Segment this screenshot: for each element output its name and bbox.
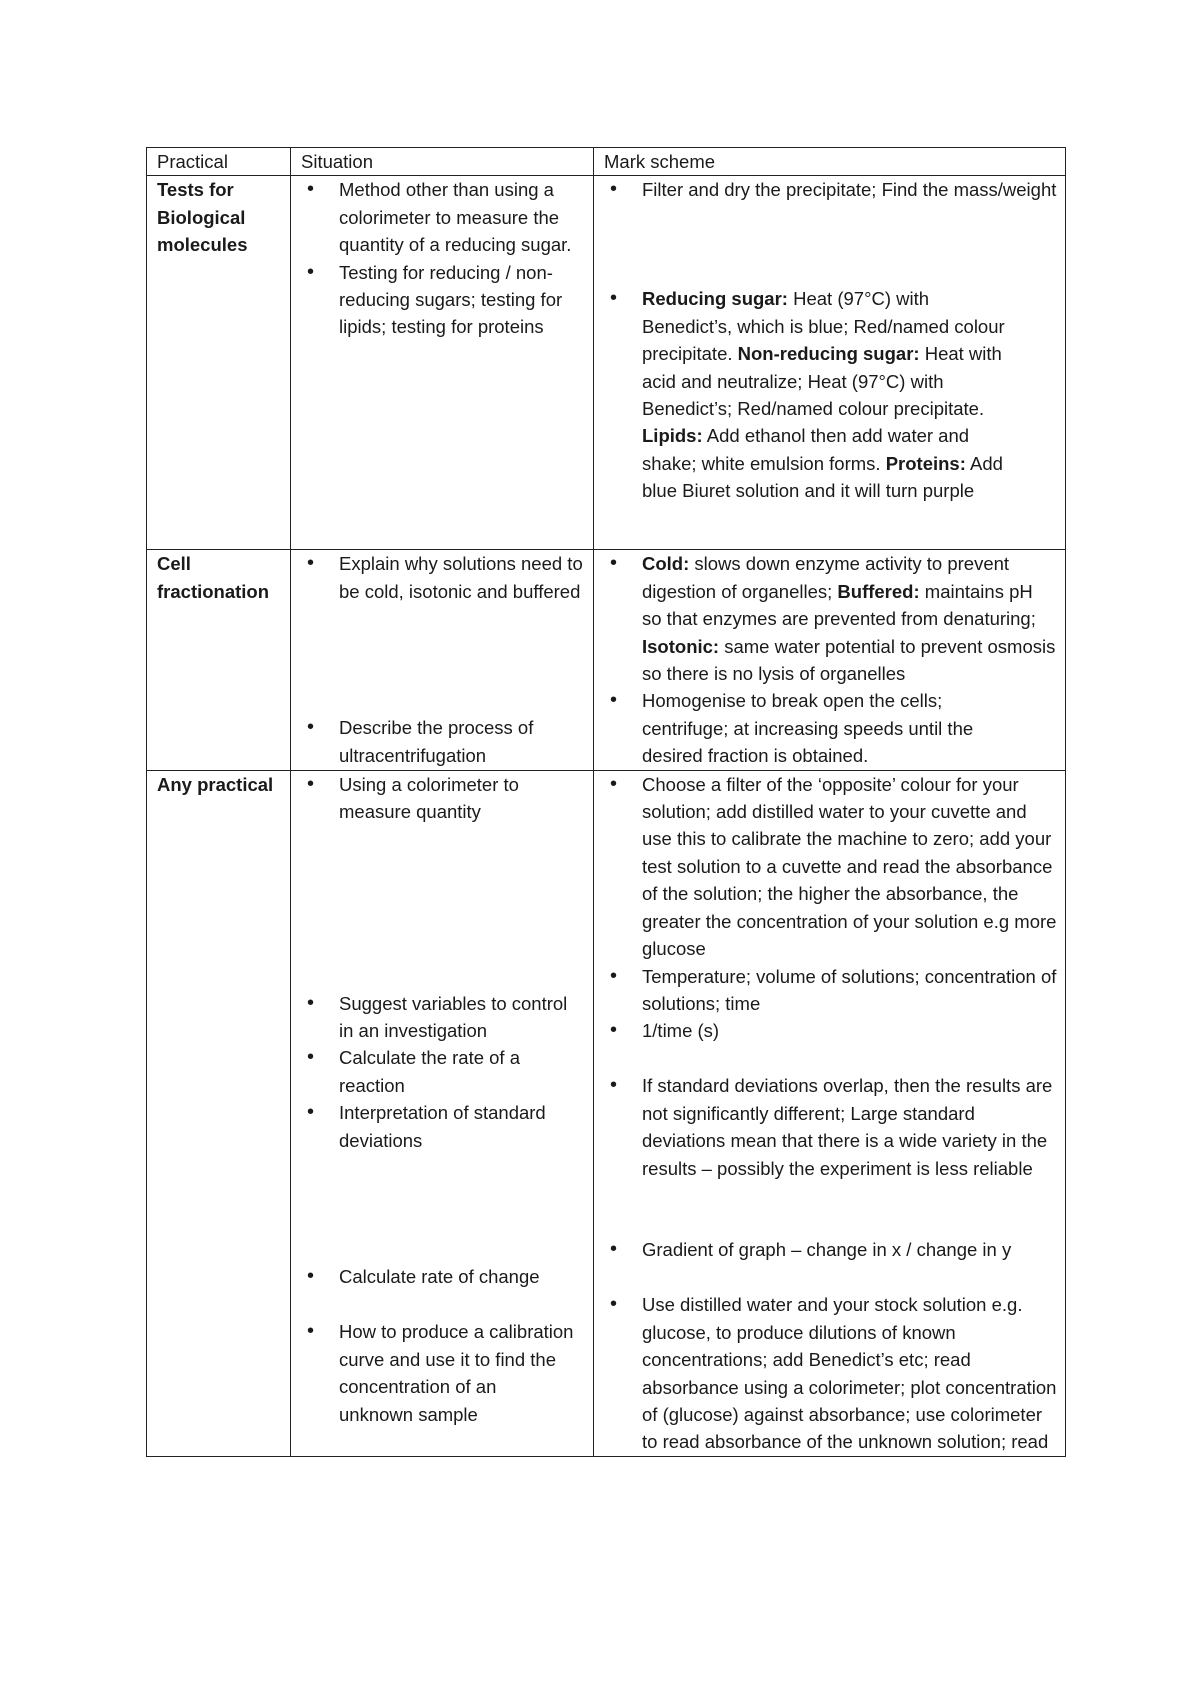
- mark-text: If standard deviations overlap, then the results are not significantly different; Large standard deviations mean that there is a wide variety in the results – possibly the experiment is less reliable: [642, 1075, 1053, 1179]
- practical-name: Tests for Biological molecules: [147, 176, 291, 550]
- mark-item: [604, 687, 997, 769]
- mark-text: maintains pH so that enzymes are prevented from denaturing;: [642, 580, 1036, 630]
- mark-item: [604, 550, 1057, 687]
- practical-name: Any practical: [147, 770, 291, 1456]
- mark-text: same water potential to prevent osmosis so there is no lysis of organelles: [642, 635, 1056, 685]
- mark-scheme-cell: [594, 550, 1066, 770]
- mark-text: 1/time (s): [642, 1020, 720, 1042]
- mark-text: Homogenise to break open the cells; centrifuge; at increasing speeds until the desired fraction is obtained.: [642, 690, 974, 767]
- mark-item: [604, 771, 1057, 963]
- mark-keyword: Cold:: [642, 553, 690, 575]
- situation-item: • Using a colorimeter to measure quantity: [301, 771, 585, 990]
- table-header-row: [147, 148, 1066, 176]
- situation-item: • Calculate rate of change: [301, 1263, 585, 1318]
- situation-item: • Interpretation of standard deviations: [301, 1099, 585, 1263]
- mark-item: [604, 176, 1057, 285]
- mark-text: Heat (97°C) with Benedict’s, which is blue; Red/named colour precipitate.: [642, 288, 1005, 365]
- header-mark-scheme: Mark scheme: [594, 148, 1066, 176]
- mark-text: Filter and dry the precipitate; Find the mass/weight: [642, 179, 1057, 201]
- situation-cell: [291, 770, 594, 1456]
- table-row: [147, 176, 1066, 550]
- mark-text: Add blue Biuret solution and it will turn purple: [642, 452, 1003, 502]
- situation-item: • Describe the process of ultracentrifugation: [301, 714, 585, 769]
- situation-item: • Method other than using a colorimeter to measure the quantity of a reducing sugar.: [301, 176, 585, 258]
- mark-text: Use distilled water and your stock solution e.g. glucose, to produce dilutions of known concentrations; add Benedict’s etc; read absorbance using a colorimeter; plot concentration of (glucose) against absorbance; use colorimeter to read absorbance of the unknown solution; read: [642, 1294, 1057, 1453]
- mark-keyword: Buffered:: [837, 580, 920, 602]
- mark-item: [604, 1236, 1057, 1291]
- table-row: [147, 770, 1066, 1456]
- mark-keyword: Proteins:: [885, 452, 966, 474]
- situation-item: • Explain why solutions need to be cold, isotonic and buffered: [301, 550, 585, 714]
- mark-keyword: Reducing sugar:: [642, 288, 788, 310]
- mark-text: Choose a filter of the ‘opposite’ colour for your solution; add distilled water to your cuvette and use this to calibrate the machine to zero; add your test solution to a cuvette and read the absorbance of the solution; the higher the absorbance, the greater the concentration of your solution e.g more glucose: [642, 773, 1057, 960]
- mark-keyword: Non-reducing sugar:: [737, 343, 920, 365]
- mark-text: Gradient of graph – change in x / change in y: [642, 1239, 1012, 1261]
- situation-item: • Suggest variables to control in an investigation: [301, 990, 585, 1045]
- situation-item: • Testing for reducing / non-reducing sugars; testing for lipids; testing for proteins: [301, 259, 585, 341]
- table-row: [147, 550, 1066, 770]
- mark-text: Add ethanol then add water and shake; white emulsion forms.: [642, 425, 970, 474]
- mark-scheme-table: [146, 147, 1066, 1457]
- situation-cell: [291, 550, 594, 770]
- practical-name: Cell fractionation: [147, 550, 291, 770]
- mark-item: [604, 1072, 1057, 1236]
- mark-keyword: Isotonic:: [642, 635, 720, 657]
- mark-scheme-cell: [594, 770, 1066, 1456]
- header-practical: Practical: [147, 148, 291, 176]
- situation-cell: [291, 176, 594, 550]
- mark-item: [604, 1017, 1057, 1072]
- mark-text: Heat with acid and neutralize; Heat (97°C) with Benedict’s; Red/named colour precipitate.: [642, 343, 1002, 420]
- mark-text: slows down enzyme activity to prevent digestion of organelles;: [642, 553, 1010, 602]
- situation-item: • Calculate the rate of a reaction: [301, 1044, 585, 1099]
- mark-keyword: Lipids:: [642, 425, 703, 447]
- header-situation: Situation: [291, 148, 594, 176]
- situation-item: • How to produce a calibration curve and use it to find the concentration of an unknown sample: [301, 1318, 575, 1428]
- mark-item: [604, 285, 1017, 504]
- mark-scheme-cell: [594, 176, 1066, 550]
- mark-item: [604, 963, 1057, 1018]
- mark-item: [604, 1291, 1057, 1455]
- mark-text: Temperature; volume of solutions; concentration of solutions; time: [642, 965, 1057, 1014]
